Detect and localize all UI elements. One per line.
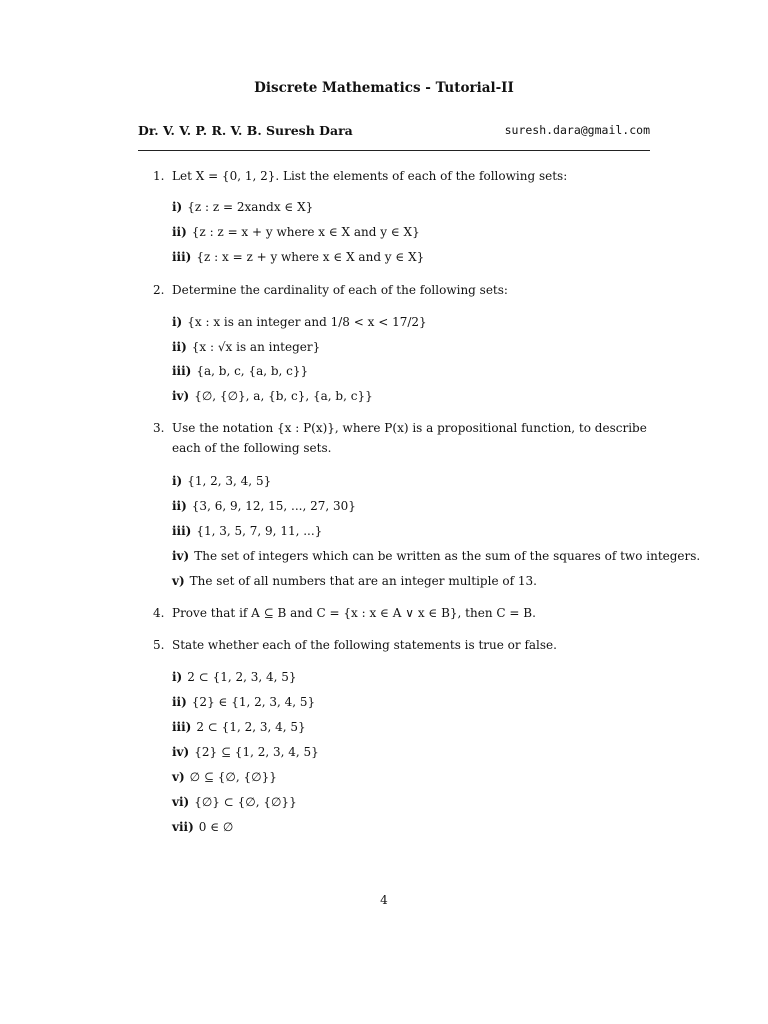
item-text: 0 ∈ ∅ (198, 820, 234, 834)
question-5-item-v (172, 767, 277, 787)
item-text: {z : z = x + y where x ∈ X and y ∈ X} (191, 225, 420, 239)
item-text: {z : x = z + y where x ∈ X and y ∈ X} (196, 250, 425, 264)
question-1-item-iii (172, 247, 424, 267)
question-1 (153, 166, 567, 186)
question-3-item-iii (172, 521, 322, 541)
question-5-item-vii (172, 817, 233, 837)
question-5-item-iv (172, 742, 319, 762)
item-text: The set of integers which can be written as the sum of the squares of two integers. (194, 549, 701, 563)
item-text: 2 ⊂ {1, 2, 3, 4, 5} (196, 720, 306, 734)
item-label: i) (172, 200, 183, 214)
question-1-item-ii (172, 222, 420, 242)
question-3-item-i (172, 471, 271, 491)
author-email: suresh.dara@gmail.com (504, 123, 650, 137)
item-text: {a, b, c, {a, b, c}} (196, 364, 309, 378)
question-2-item-ii (172, 337, 320, 357)
item-text: {2} ∈ {1, 2, 3, 4, 5} (191, 695, 316, 709)
question-text: Use the notation {x : P(x)}, where P(x) is a propositional function, to describe each of the following sets. (172, 421, 647, 455)
item-text: The set of all numbers that are an integer multiple of 13. (189, 574, 537, 588)
question-1-item-i (172, 197, 313, 217)
question-2-item-iii (172, 361, 308, 381)
question-text: Let X = {0, 1, 2}. List the elements of each of the following sets: (172, 169, 568, 183)
item-text: {z : z = 2xandx ∈ X} (187, 200, 314, 214)
item-label: i) (172, 670, 183, 684)
item-text: {3, 6, 9, 12, 15, ..., 27, 30} (191, 499, 356, 513)
item-label: v) (172, 574, 185, 588)
item-label: ii) (172, 499, 187, 513)
question-number: 3. (153, 421, 165, 435)
item-label: vi) (172, 795, 190, 809)
document-title: Discrete Mathematics - Tutorial-II (254, 80, 514, 96)
question-2-item-i (172, 312, 427, 332)
question-5 (153, 635, 557, 655)
item-label: v) (172, 770, 185, 784)
question-5-item-i (172, 667, 297, 687)
item-label: iii) (172, 364, 192, 378)
question-number: 1. (153, 169, 165, 183)
question-4 (153, 603, 536, 623)
author-name: Dr. V. V. P. R. V. B. Suresh Dara (138, 123, 353, 138)
item-text: {x : √x is an integer} (191, 340, 321, 354)
item-text: {1, 2, 3, 4, 5} (187, 474, 272, 488)
item-label: i) (172, 474, 183, 488)
question-number: 4. (153, 606, 165, 620)
question-5-item-iii (172, 717, 306, 737)
header-divider (138, 150, 650, 151)
question-3-item-iv (172, 546, 700, 566)
item-label: iv) (172, 389, 190, 403)
question-3-item-v (172, 571, 537, 591)
item-text: {x : x is an integer and 1/8 < x < 17/2} (187, 315, 427, 329)
item-label: iii) (172, 524, 192, 538)
item-text: {2} ⊆ {1, 2, 3, 4, 5} (194, 745, 319, 759)
item-label: ii) (172, 340, 187, 354)
item-text: ∅ ⊆ {∅, {∅}} (189, 770, 277, 784)
item-text: {∅} ⊂ {∅, {∅}} (194, 795, 297, 809)
item-label: vii) (172, 820, 194, 834)
question-2 (153, 280, 508, 300)
question-5-item-ii (172, 692, 315, 712)
item-label: i) (172, 315, 183, 329)
item-label: iv) (172, 549, 190, 563)
page-number: 4 (380, 893, 388, 907)
question-text: Prove that if A ⊆ B and C = {x : x ∈ A ∨ x ∈ B}, then C = B. (172, 606, 536, 620)
question-number: 5. (153, 638, 165, 652)
item-label: iv) (172, 745, 190, 759)
question-number: 2. (153, 283, 165, 297)
item-text: 2 ⊂ {1, 2, 3, 4, 5} (187, 670, 297, 684)
question-3-item-ii (172, 496, 356, 516)
item-text: {∅, {∅}, a, {b, c}, {a, b, c}} (194, 389, 373, 403)
question-text: State whether each of the following statements is true or false. (172, 638, 557, 652)
item-text: {1, 3, 5, 7, 9, 11, ...} (196, 524, 323, 538)
question-2-item-iv (172, 386, 373, 406)
question-text: Determine the cardinality of each of the following sets: (172, 283, 508, 297)
item-label: ii) (172, 695, 187, 709)
item-label: ii) (172, 225, 187, 239)
item-label: iii) (172, 720, 192, 734)
question-5-item-vi (172, 792, 297, 812)
question-3 (153, 418, 650, 458)
item-label: iii) (172, 250, 192, 264)
